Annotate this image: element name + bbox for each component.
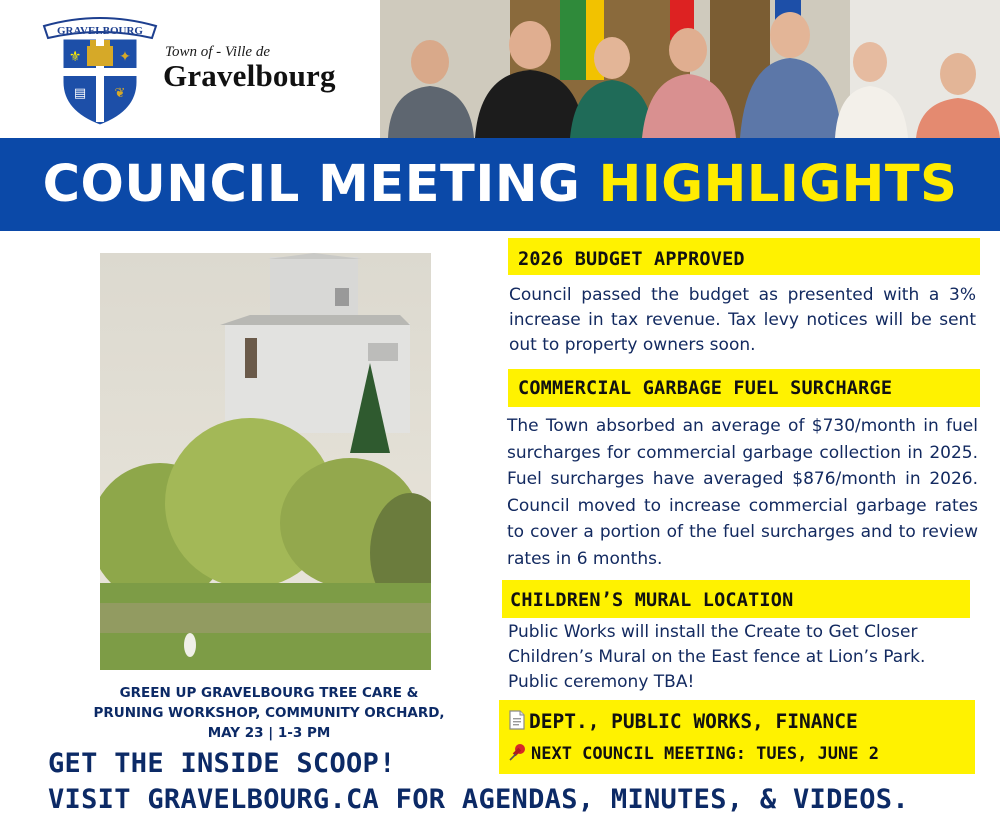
caption-line-2: PRUNING WORKSHOP, COMMUNITY ORCHARD,: [93, 705, 445, 721]
budget-heading: 2026 BUDGET APPROVED: [508, 238, 980, 275]
svg-text:❦: ❦: [114, 86, 126, 101]
grain-elevator-photo: [100, 253, 431, 670]
town-crest-logo: [40, 12, 160, 130]
town-prefix: Town of - Ville de: [165, 44, 270, 60]
caption-line-3: MAY 23 | 1-3 PM: [207, 725, 331, 741]
svg-text:⚜: ⚜: [68, 49, 82, 65]
crest-label: GRAVELBOURG: [57, 25, 143, 37]
garbage-surcharge-body: The Town absorbed an average of $730/month in fuel surcharges for commercial garbage collection in 2025. Fuel surcharges have averaged $876/month in 2026. Council moved to increase commercial garbage rates to cover a portion of the fuel surcharges and to review rates in 6 months.: [507, 416, 978, 569]
headline: [43, 155, 958, 214]
headline-banner: [0, 138, 1000, 231]
footer-website-line: VISIT GRAVELBOURG.CA FOR AGENDAS, MINUTES, & VIDEOS.: [48, 784, 909, 815]
document-icon: [509, 710, 525, 730]
svg-text:▤: ▤: [73, 86, 87, 101]
footer-line-1: GET THE INSIDE SCOOP!: [48, 748, 396, 779]
garbage-surcharge-heading: COMMERCIAL GARBAGE FUEL SURCHARGE: [508, 369, 980, 407]
headline-highlight: HIGHLIGHTS: [598, 155, 958, 214]
next-meeting-text: NEXT COUNCIL MEETING: TUES, JUNE 2: [531, 744, 879, 764]
departments-line: [509, 710, 858, 733]
photo-caption: [60, 683, 478, 743]
svg-text:✦: ✦: [119, 49, 131, 65]
caption-line-1: GREEN UP GRAVELBOURG TREE CARE &: [119, 685, 419, 701]
mural-body: Public Works will install the Create to Get Closer Children’s Mural on the East fence at Lion’s Park. Public ceremony TBA!: [508, 622, 926, 692]
headline-main: COUNCIL MEETING: [42, 155, 581, 214]
mural-heading: CHILDREN’S MURAL LOCATION: [502, 580, 970, 618]
council-group-photo: [380, 0, 1000, 138]
town-name: Gravelbourg: [163, 58, 336, 93]
header: [0, 0, 1000, 138]
departments-text: DEPT., PUBLIC WORKS, FINANCE: [529, 710, 858, 733]
footer-callout: [48, 746, 909, 818]
budget-body: Council passed the budget as presented with a 3% increase in tax revenue. Tax levy notices will be sent out to property owners soon.: [509, 285, 976, 355]
